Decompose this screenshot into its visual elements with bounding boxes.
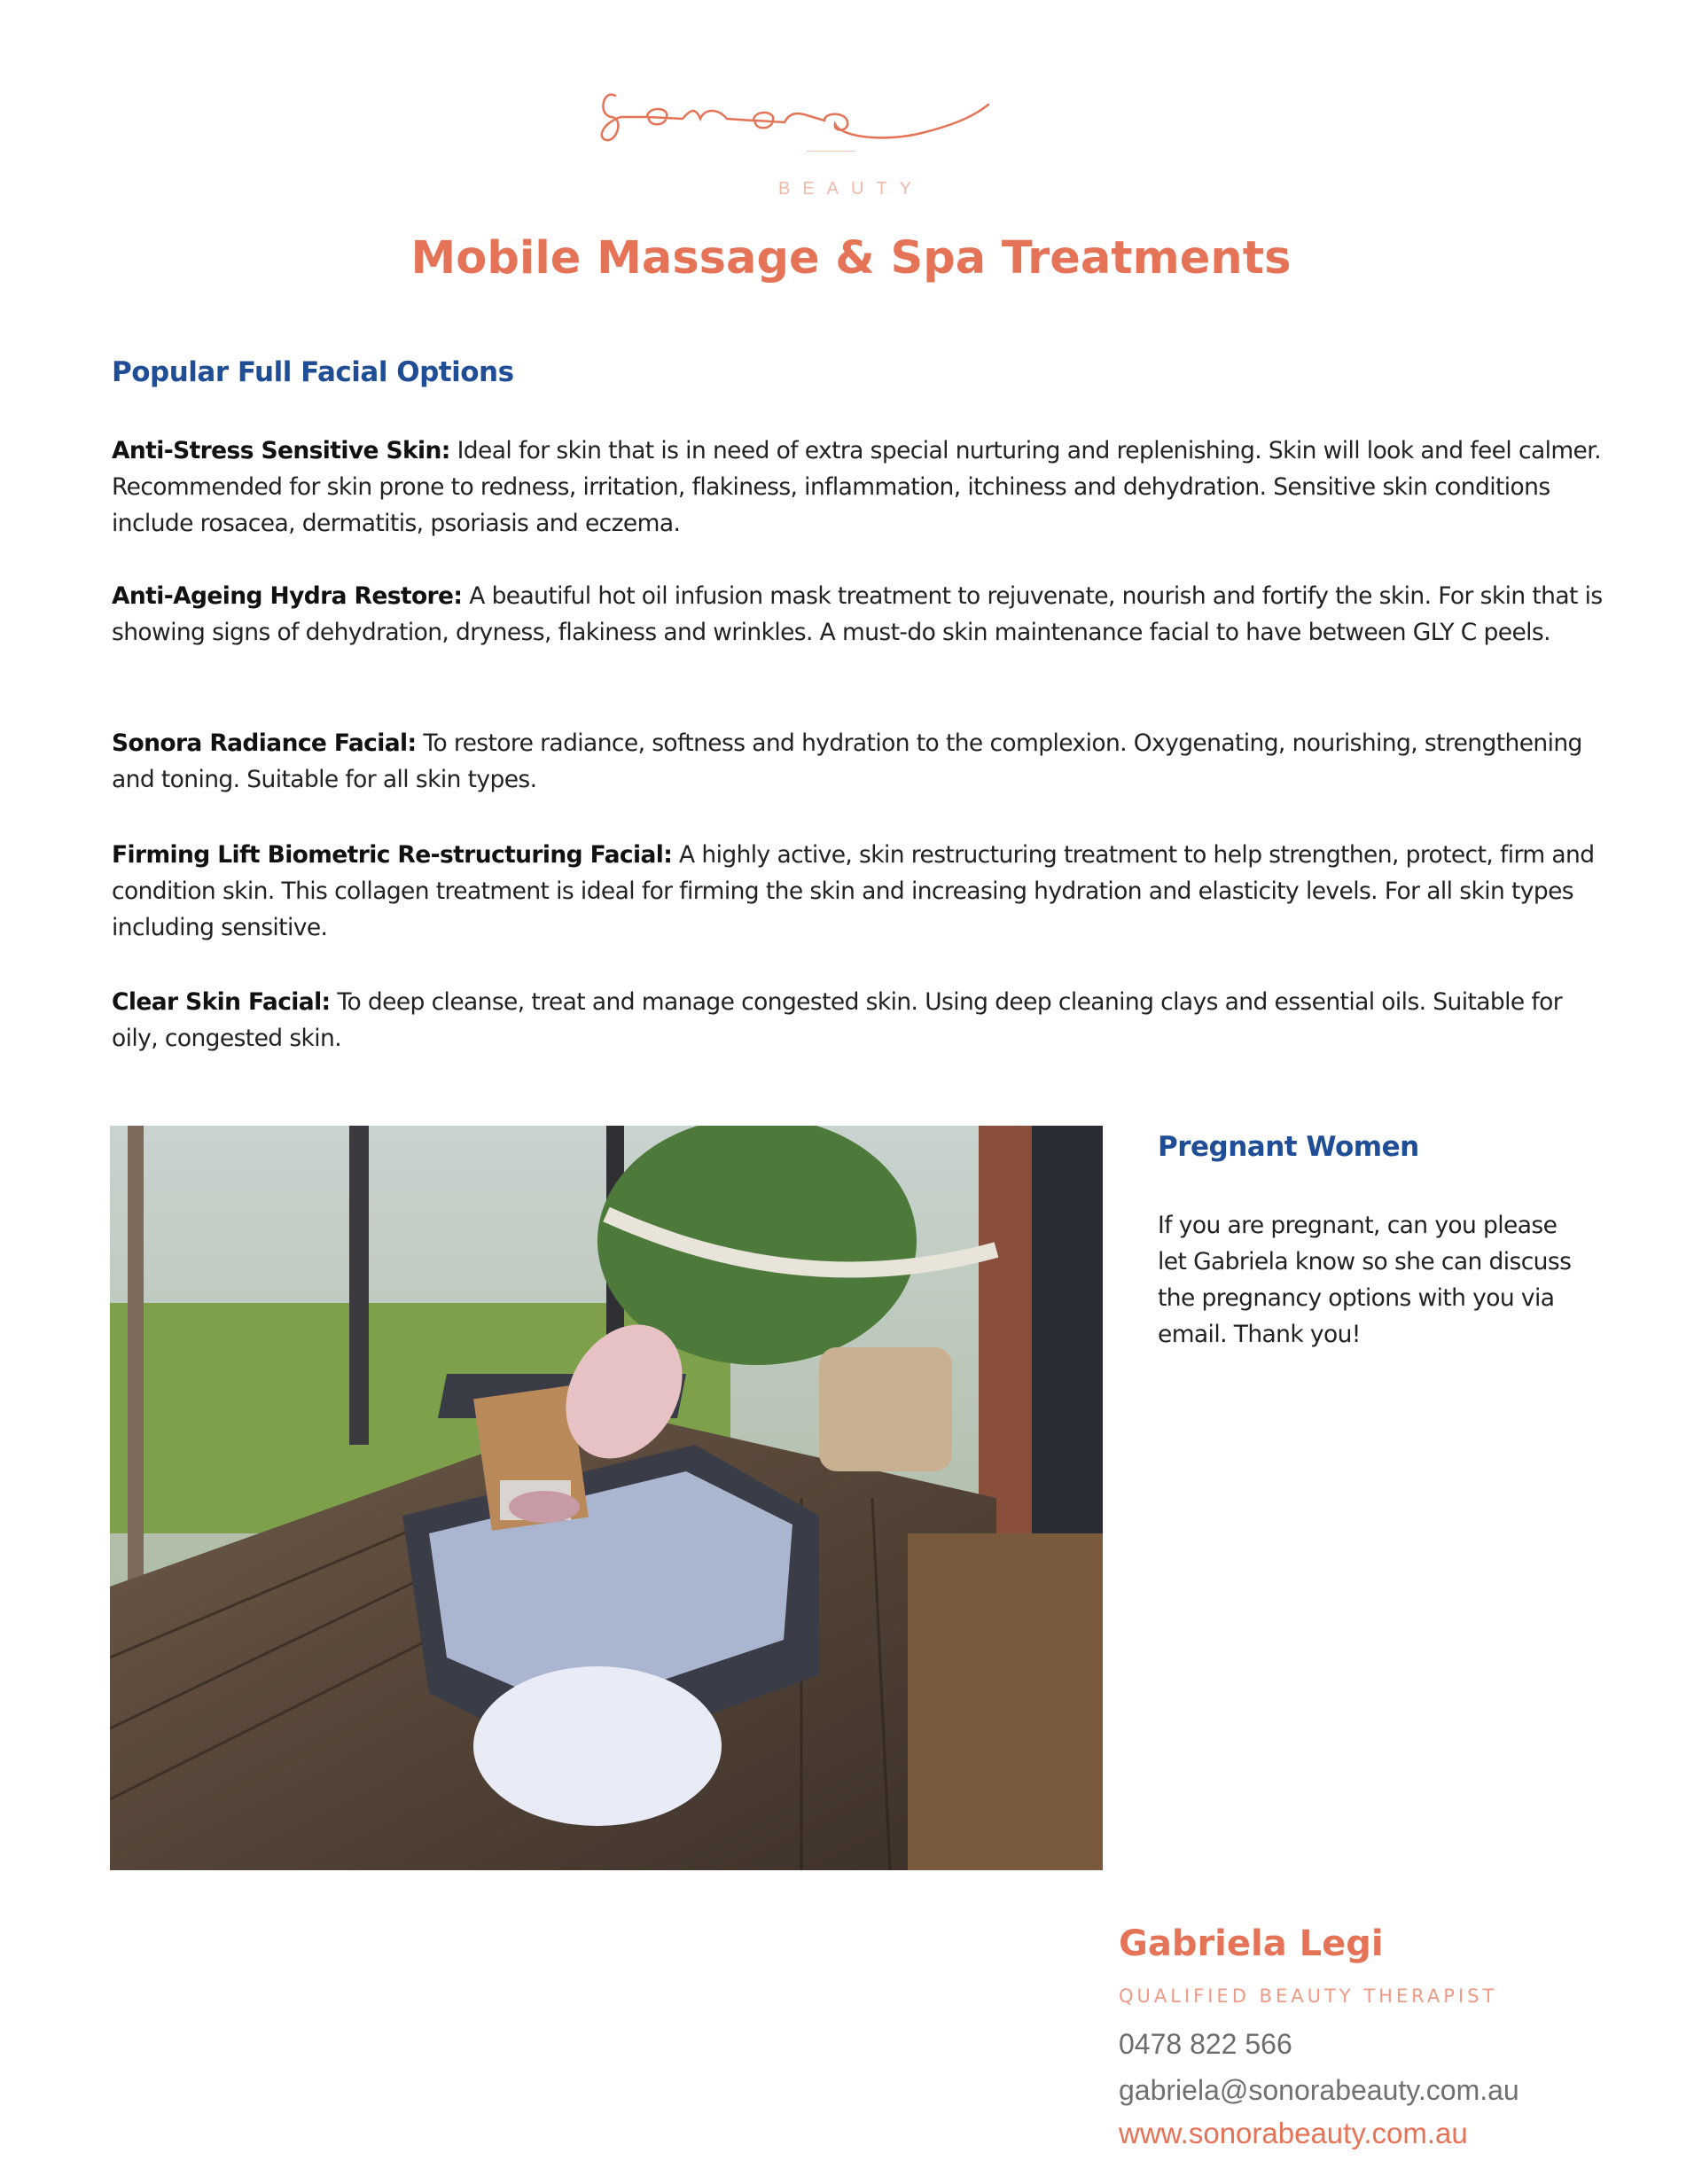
page-title: Mobile Massage & Spa Treatments xyxy=(410,232,1292,285)
treatment-name: Anti-Ageing Hydra Restore: xyxy=(112,582,463,610)
treatment-name: Clear Skin Facial: xyxy=(112,988,331,1016)
sonora-logo xyxy=(585,62,1117,151)
treatment-desc: A beautiful hot oil infusion mask treatment to rejuvenate, nourish and fortify the skin. For skin that is showing signs of dehydration, dryness, flakiness and wrinkles. A must-do skin maintenance facial to have between GLY C peels. xyxy=(112,582,1603,646)
pregnant-women-heading: Pregnant Women xyxy=(1158,1131,1419,1163)
treatment-name: Firming Lift Biometric Re-structuring Facial: xyxy=(112,841,673,869)
treatment-anti-stress xyxy=(112,433,1610,542)
treatment-anti-ageing xyxy=(112,578,1610,651)
treatment-name: Anti-Stress Sensitive Skin: xyxy=(112,437,450,464)
treatment-desc: To restore radiance, softness and hydration to the complexion. Oxygenating, nourishing, strengthening and toning. Suitable for all skin types. xyxy=(112,729,1582,793)
treatment-desc: To deep cleanse, treat and manage congested skin. Using deep cleaning clays and essential oils. Suitable for oily, congested skin. xyxy=(112,988,1563,1052)
treatment-firming xyxy=(112,837,1610,946)
treatment-name: Sonora Radiance Facial: xyxy=(112,729,417,757)
treatment-radiance xyxy=(112,725,1610,798)
contact-name: Gabriela Legi xyxy=(1119,1923,1384,1964)
contact-phone[interactable]: 0478 822 566 xyxy=(1119,2028,1292,2060)
massage-table-photo xyxy=(110,1126,1103,1870)
logo-subtitle: BEAUTY xyxy=(777,179,925,199)
treatment-desc: Ideal for skin that is in need of extra special nurturing and replenishing. Skin will look and feel calmer. Recommended for skin prone to redness, irritation, flakiness, inflammation, itchiness and dehydration. Sensitive skin conditions include rosacea, dermatitis, psoriasis and eczema. xyxy=(112,437,1601,537)
pregnant-women-text: If you are pregnant, can you please let Gabriela know so she can discuss the pregnancy options with you via email. Thank you! xyxy=(1158,1212,1572,1348)
treatment-desc: A highly active, skin restructuring treatment to help strengthen, protect, firm and condition skin. This collagen treatment is ideal for firming the skin and increasing hydration and elasticity levels. For all skin types including sensitive. xyxy=(112,841,1595,941)
logo-divider xyxy=(807,151,856,152)
contact-email[interactable]: gabriela@sonorabeauty.com.au xyxy=(1119,2074,1519,2106)
section-heading: Popular Full Facial Options xyxy=(112,356,514,388)
contact-role: QUALIFIED BEAUTY THERAPIST xyxy=(1119,1985,1498,2007)
treatment-clear-skin xyxy=(112,984,1610,1057)
website-link[interactable]: www.sonorabeauty.com.au xyxy=(1119,2117,1468,2149)
